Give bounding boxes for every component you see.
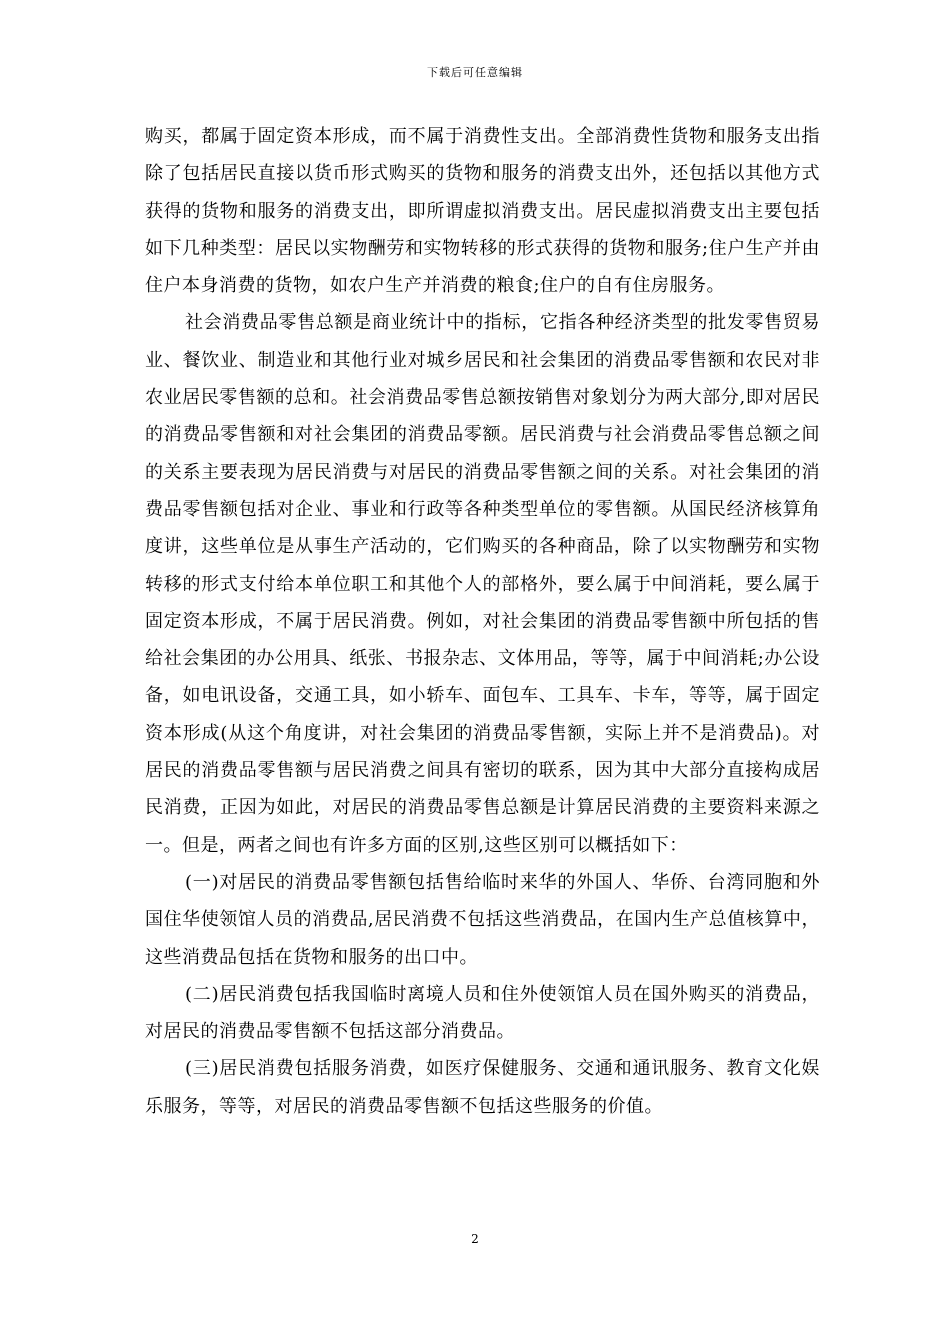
paragraph-continuation: 购买，都属于固定资本形成，而不属于消费性支出。全部消费性货物和服务支出指除了包括居民直接以货币形式购买的货物和服务的消费支出外，还包括以其他方式获得的货物和服务的消费支出，即所谓虚拟消费支出。居民虚拟消费支出主要包括如下几种类型：居民以实物酬劳和实物转移的形式获得的货物和服务;住户生产并由住户本身消费的货物，如农户生产并消费的粮食;住户的自有住房服务。 — [145, 126, 820, 297]
paragraph-difference-1: (一)对居民的消费品零售额包括售给临时来华的外国人、华侨、台湾同胞和外国住华使领馆人员的消费品,居民消费不包括这些消费品，在国内生产总值核算中，这些消费品包括在货物和服务的出口中。 — [145, 871, 820, 968]
document-body — [145, 118, 820, 1125]
paragraph-difference-3: (三)居民消费包括服务消费，如医疗保健服务、交通和通讯服务、教育文化娱乐服务，等等，对居民的消费品零售额不包括这些服务的价值。 — [145, 1058, 820, 1117]
page-header: 下载后可任意编辑 — [427, 66, 523, 79]
paragraph-retail-sales: 社会消费品零售总额是商业统计中的指标，它指各种经济类型的批发零售贸易业、餐饮业、制造业和其他行业对城乡居民和社会集团的消费品零售额和农民对非农业居民零售额的总和。社会消费品零售总额按销售对象划分为两大部分,即对居民的消费品零售额和对社会集团的消费品零额。居民消费与社会消费品零售总额之间的关系主要表现为居民消费与对居民的消费品零售额之间的关系。对社会集团的消费品零售额包括对企业、事业和行政等各种类型单位的零售额。从国民经济核算角度讲，这些单位是从事生产活动的，它们购买的各种商品，除了以实物酬劳和实物转移的形式支付给本单位职工和其他个人的部格外，要么属于中间消耗，要么属于固定资本形成，不属于居民消费。例如，对社会集团的消费品零售额中所包括的售给社会集团的办公用具、纸张、书报杂志、文体用品，等等，属于中间消耗;办公设备，如电讯设备，交通工具，如小轿车、面包车、工具车、卡车，等等，属于固定资本形成(从这个角度讲，对社会集团的消费品零售额，实际上并不是消费品)。对居民的消费品零售额与居民消费之间具有密切的联系，因为其中大部分直接构成居民消费，正因为如此，对居民的消费品零售总额是计算居民消费的主要资料来源之一。但是，两者之间也有许多方面的区别,这些区别可以概括如下： — [145, 312, 820, 856]
page-number: 2 — [471, 1232, 479, 1246]
paragraph-difference-2: (二)居民消费包括我国临时离境人员和住外使领馆人员在国外购买的消费品，对居民的消费品零售额不包括这部分消费品。 — [145, 983, 820, 1043]
